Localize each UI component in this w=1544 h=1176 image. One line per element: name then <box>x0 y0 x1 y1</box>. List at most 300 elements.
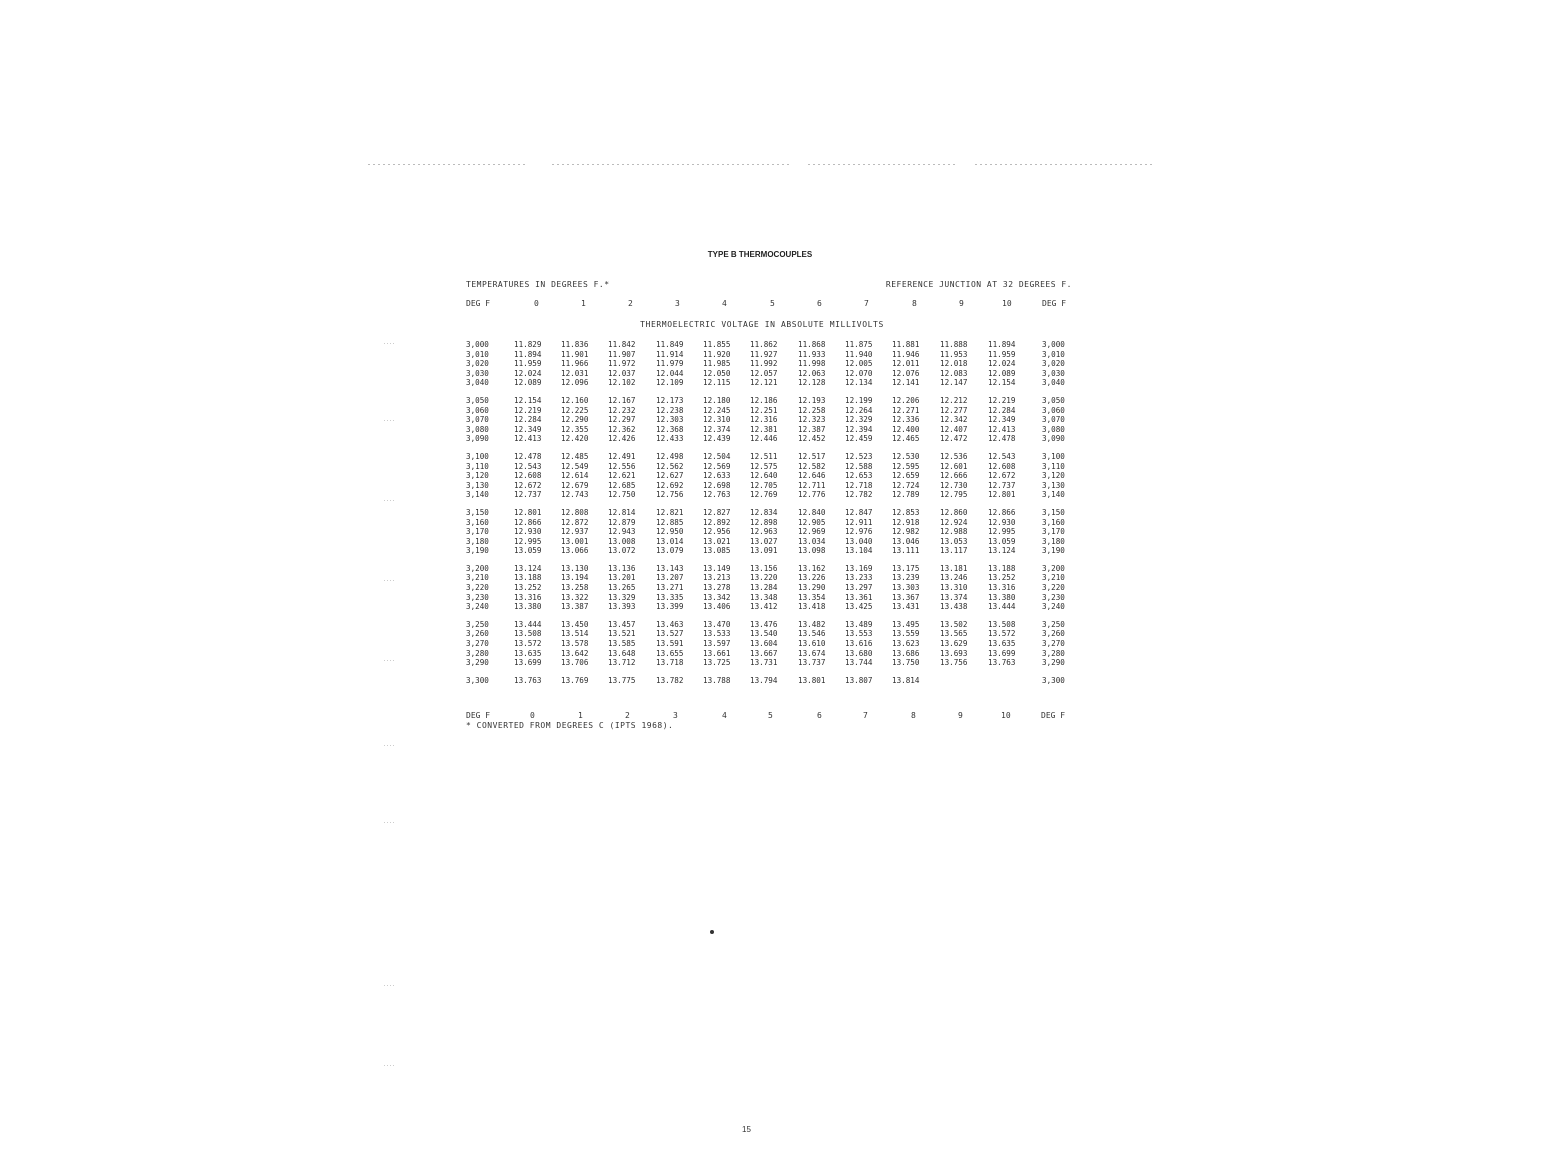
temperature-cell-right: 3,070 <box>1042 415 1065 425</box>
voltage-cell: 12.924 <box>940 517 968 527</box>
voltage-cell: 13.117 <box>940 546 968 556</box>
footnote: * CONVERTED FROM DEGREES C (IPTS 1968). <box>466 721 674 730</box>
voltage-cell: 13.801 <box>798 675 826 685</box>
table-row <box>466 378 1076 388</box>
voltage-cell: 12.892 <box>703 517 731 527</box>
voltage-cell: 12.562 <box>656 461 684 471</box>
table-row <box>466 629 1076 639</box>
table-row <box>466 649 1076 659</box>
voltage-cell: 13.693 <box>940 648 968 658</box>
temperature-cell-right: 3,020 <box>1042 359 1065 369</box>
voltage-cell: 11.914 <box>656 349 684 359</box>
voltage-cell: 13.712 <box>608 658 636 668</box>
voltage-cell: 13.271 <box>656 583 684 593</box>
voltage-cell: 12.517 <box>798 451 826 461</box>
voltage-cell: 12.446 <box>750 434 778 444</box>
voltage-cell: 12.413 <box>514 434 542 444</box>
voltage-cell: 12.303 <box>656 415 684 425</box>
col-header: 7 <box>864 299 869 308</box>
voltage-cell: 12.245 <box>703 405 731 415</box>
voltage-cell: 12.763 <box>703 490 731 500</box>
voltage-cell: 12.743 <box>561 490 589 500</box>
voltage-cell: 13.124 <box>988 546 1016 556</box>
table-row-group <box>466 340 1076 388</box>
temperature-cell-right: 3,250 <box>1042 619 1065 629</box>
temperature-cell-left: 3,300 <box>466 675 489 685</box>
voltage-cell: 12.089 <box>514 378 542 388</box>
page-title: TYPE B THERMOCOUPLES <box>707 250 813 259</box>
voltage-cell: 13.046 <box>892 536 920 546</box>
voltage-cell: 12.698 <box>703 480 731 490</box>
temperature-cell-left: 3,020 <box>466 359 489 369</box>
temperature-cell-right: 3,270 <box>1042 639 1065 649</box>
voltage-cell: 12.595 <box>892 461 920 471</box>
temperature-cell-left: 3,180 <box>466 536 489 546</box>
voltage-cell: 13.572 <box>988 629 1016 639</box>
voltage-cell: 12.147 <box>940 378 968 388</box>
voltage-cell: 13.034 <box>798 536 826 546</box>
voltage-cell: 13.438 <box>940 602 968 612</box>
voltage-cell: 12.368 <box>656 424 684 434</box>
voltage-cell: 13.648 <box>608 648 636 658</box>
voltage-cell: 13.578 <box>561 639 589 649</box>
voltage-cell: 12.011 <box>892 359 920 369</box>
voltage-cell: 13.085 <box>703 546 731 556</box>
voltage-cell: 12.898 <box>750 517 778 527</box>
voltage-cell: 13.597 <box>703 639 731 649</box>
margin-speck <box>384 745 396 746</box>
temperature-cell-left: 3,140 <box>466 490 489 500</box>
voltage-cell: 12.342 <box>940 415 968 425</box>
voltage-cell: 12.556 <box>608 461 636 471</box>
voltage-cell: 13.610 <box>798 639 826 649</box>
table-row <box>466 508 1076 518</box>
temperature-cell-right: 3,000 <box>1042 340 1065 349</box>
voltage-cell: 12.374 <box>703 424 731 434</box>
temperature-cell-right: 3,030 <box>1042 368 1065 378</box>
voltage-cell: 12.232 <box>608 405 636 415</box>
table-row <box>466 593 1076 603</box>
margin-speck <box>384 420 396 421</box>
voltage-cell: 12.160 <box>561 395 589 405</box>
voltage-cell: 13.502 <box>940 619 968 629</box>
voltage-cell: 13.763 <box>988 658 1016 668</box>
voltage-cell: 13.706 <box>561 658 589 668</box>
voltage-cell: 13.027 <box>750 536 778 546</box>
col-header: 3 <box>675 299 680 308</box>
voltage-cell: 13.418 <box>798 602 826 612</box>
voltage-cell: 13.149 <box>703 563 731 573</box>
col-header: 9 <box>959 299 964 308</box>
temperature-cell-right: 3,010 <box>1042 349 1065 359</box>
temperature-cell-left: 3,000 <box>466 340 489 349</box>
voltage-cell: 12.679 <box>561 480 589 490</box>
temperature-cell-left: 3,210 <box>466 573 489 583</box>
voltage-cell: 13.686 <box>892 648 920 658</box>
voltage-cell: 12.930 <box>514 527 542 537</box>
voltage-cell: 12.969 <box>798 527 826 537</box>
voltage-cell: 12.219 <box>988 395 1016 405</box>
temperature-cell-right: 3,300 <box>1042 675 1065 685</box>
table-row <box>466 546 1076 556</box>
voltage-cell: 12.621 <box>608 471 636 481</box>
voltage-cell: 12.730 <box>940 480 968 490</box>
voltage-cell: 12.801 <box>514 507 542 517</box>
voltage-cell: 13.756 <box>940 658 968 668</box>
voltage-cell: 12.173 <box>656 395 684 405</box>
voltage-cell: 11.875 <box>845 340 873 349</box>
voltage-cell: 12.840 <box>798 507 826 517</box>
voltage-cell: 12.076 <box>892 368 920 378</box>
col-label-left: DEG F <box>466 299 491 308</box>
voltage-cell: 13.021 <box>703 536 731 546</box>
col-header: 2 <box>628 299 633 308</box>
col-header: 0 <box>530 711 535 720</box>
temperature-cell-right: 3,230 <box>1042 592 1065 602</box>
margin-speck <box>384 660 396 661</box>
voltage-cell: 13.393 <box>608 602 636 612</box>
voltage-cell: 13.130 <box>561 563 589 573</box>
temperature-cell-left: 3,010 <box>466 349 489 359</box>
voltage-cell: 13.725 <box>703 658 731 668</box>
table-row <box>466 359 1076 369</box>
voltage-cell: 12.024 <box>514 368 542 378</box>
voltage-cell: 12.154 <box>514 395 542 405</box>
voltage-cell: 12.199 <box>845 395 873 405</box>
voltage-cell: 13.763 <box>514 675 542 685</box>
scan-artifact-line <box>368 164 528 165</box>
margin-speck <box>384 343 396 344</box>
voltage-cell: 13.342 <box>703 592 731 602</box>
voltage-cell: 12.121 <box>750 378 778 388</box>
voltage-cell: 13.489 <box>845 619 873 629</box>
voltage-cell: 12.212 <box>940 395 968 405</box>
voltage-cell: 13.527 <box>656 629 684 639</box>
voltage-cell: 12.485 <box>561 451 589 461</box>
voltage-cell: 11.933 <box>798 349 826 359</box>
voltage-cell: 12.943 <box>608 527 636 537</box>
voltage-cell: 12.498 <box>656 451 684 461</box>
voltage-cell: 13.699 <box>988 648 1016 658</box>
voltage-cell: 12.672 <box>514 480 542 490</box>
voltage-cell: 11.959 <box>988 349 1016 359</box>
voltage-cell: 12.549 <box>561 461 589 471</box>
table-row <box>466 425 1076 435</box>
temperature-cell-left: 3,090 <box>466 434 489 444</box>
voltage-cell: 12.782 <box>845 490 873 500</box>
voltage-cell: 12.277 <box>940 405 968 415</box>
voltage-cell: 13.124 <box>514 563 542 573</box>
col-header: 8 <box>912 299 917 308</box>
voltage-cell: 12.037 <box>608 368 636 378</box>
table-row <box>466 369 1076 379</box>
col-header: 2 <box>625 711 630 720</box>
voltage-cell: 12.795 <box>940 490 968 500</box>
voltage-cell: 13.143 <box>656 563 684 573</box>
temperature-cell-right: 3,110 <box>1042 461 1065 471</box>
table-row-group <box>466 676 1076 686</box>
voltage-cell: 12.756 <box>656 490 684 500</box>
col-header: 9 <box>958 711 963 720</box>
voltage-cell: 13.284 <box>750 583 778 593</box>
voltage-cell: 12.420 <box>561 434 589 444</box>
voltage-cell: 13.635 <box>514 648 542 658</box>
voltage-cell: 13.737 <box>798 658 826 668</box>
temperature-cell-left: 3,290 <box>466 658 489 668</box>
voltage-cell: 12.478 <box>514 451 542 461</box>
voltage-cell: 13.367 <box>892 592 920 602</box>
temperature-cell-right: 3,080 <box>1042 424 1065 434</box>
table-row <box>466 406 1076 416</box>
voltage-cell: 12.109 <box>656 378 684 388</box>
table-row-group <box>466 452 1076 500</box>
voltage-cell: 11.901 <box>561 349 589 359</box>
voltage-cell: 13.559 <box>892 629 920 639</box>
table-row <box>466 434 1076 444</box>
voltage-cell: 13.814 <box>892 675 920 685</box>
voltage-cell: 12.044 <box>656 368 684 378</box>
voltage-cell: 13.329 <box>608 592 636 602</box>
voltage-cell: 11.979 <box>656 359 684 369</box>
temperature-cell-left: 3,220 <box>466 583 489 593</box>
table-row <box>466 527 1076 537</box>
temperature-cell-left: 3,240 <box>466 602 489 612</box>
voltage-cell: 13.361 <box>845 592 873 602</box>
voltage-cell: 13.201 <box>608 573 636 583</box>
voltage-cell: 12.653 <box>845 471 873 481</box>
voltage-cell: 11.940 <box>845 349 873 359</box>
voltage-cell: 13.540 <box>750 629 778 639</box>
voltage-cell: 11.842 <box>608 340 636 349</box>
voltage-cell: 12.478 <box>988 434 1016 444</box>
voltage-cell: 12.737 <box>514 490 542 500</box>
temperature-cell-right: 3,090 <box>1042 434 1065 444</box>
temperature-cell-left: 3,130 <box>466 480 489 490</box>
voltage-cell: 13.188 <box>988 563 1016 573</box>
voltage-cell: 12.601 <box>940 461 968 471</box>
table-row <box>466 340 1076 350</box>
voltage-cell: 12.491 <box>608 451 636 461</box>
voltage-cell: 12.083 <box>940 368 968 378</box>
voltage-cell: 12.718 <box>845 480 873 490</box>
voltage-cell: 13.194 <box>561 573 589 583</box>
voltage-cell: 13.233 <box>845 573 873 583</box>
table-row <box>466 518 1076 528</box>
voltage-cell: 12.426 <box>608 434 636 444</box>
voltage-cell: 12.685 <box>608 480 636 490</box>
voltage-cell: 13.136 <box>608 563 636 573</box>
voltage-cell: 13.585 <box>608 639 636 649</box>
voltage-cell: 12.284 <box>514 415 542 425</box>
voltage-cell: 11.907 <box>608 349 636 359</box>
voltage-cell: 13.604 <box>750 639 778 649</box>
voltage-cell: 13.175 <box>892 563 920 573</box>
voltage-cell: 13.553 <box>845 629 873 639</box>
voltage-cell: 12.847 <box>845 507 873 517</box>
voltage-cell: 12.316 <box>750 415 778 425</box>
voltage-cell: 13.450 <box>561 619 589 629</box>
voltage-cell: 11.868 <box>798 340 826 349</box>
voltage-cell: 13.335 <box>656 592 684 602</box>
voltage-cell: 12.523 <box>845 451 873 461</box>
voltage-cell: 12.050 <box>703 368 731 378</box>
margin-speck <box>384 822 396 823</box>
voltage-cell: 11.849 <box>656 340 684 349</box>
voltage-cell: 13.380 <box>514 602 542 612</box>
voltage-cell: 12.995 <box>514 536 542 546</box>
voltage-cell: 12.950 <box>656 527 684 537</box>
voltage-cell: 11.959 <box>514 359 542 369</box>
voltage-cell: 12.225 <box>561 405 589 415</box>
voltage-cell: 13.508 <box>514 629 542 639</box>
voltage-cell: 11.894 <box>988 340 1016 349</box>
voltage-cell: 13.591 <box>656 639 684 649</box>
voltage-cell: 11.862 <box>750 340 778 349</box>
voltage-cell: 12.329 <box>845 415 873 425</box>
voltage-cell: 12.031 <box>561 368 589 378</box>
temperature-cell-right: 3,190 <box>1042 546 1065 556</box>
voltage-cell: 13.387 <box>561 602 589 612</box>
voltage-cell: 13.399 <box>656 602 684 612</box>
col-label-right: DEG F <box>1041 711 1066 720</box>
table-row <box>466 537 1076 547</box>
voltage-cell: 12.102 <box>608 378 636 388</box>
col-header: 1 <box>581 299 586 308</box>
voltage-cell: 13.495 <box>892 619 920 629</box>
voltage-cell: 13.072 <box>608 546 636 556</box>
temperature-cell-left: 3,190 <box>466 546 489 556</box>
voltage-cell: 12.387 <box>798 424 826 434</box>
voltage-cell: 13.079 <box>656 546 684 556</box>
voltage-cell: 12.096 <box>561 378 589 388</box>
margin-speck <box>384 500 396 501</box>
voltage-cell: 13.406 <box>703 602 731 612</box>
voltage-cell: 12.394 <box>845 424 873 434</box>
voltage-cell: 11.972 <box>608 359 636 369</box>
voltage-cell: 12.400 <box>892 424 920 434</box>
temperature-cell-left: 3,050 <box>466 395 489 405</box>
voltage-cell: 12.323 <box>798 415 826 425</box>
voltage-cell: 12.872 <box>561 517 589 527</box>
temperature-cell-left: 3,100 <box>466 451 489 461</box>
voltage-cell: 12.362 <box>608 424 636 434</box>
voltage-cell: 12.355 <box>561 424 589 434</box>
voltage-cell: 12.264 <box>845 405 873 415</box>
page-number: 15 <box>742 1125 751 1134</box>
voltage-cell: 12.057 <box>750 368 778 378</box>
col-header: 10 <box>1002 299 1012 308</box>
voltage-cell: 12.336 <box>892 415 920 425</box>
table-row <box>466 676 1076 686</box>
voltage-cell: 13.239 <box>892 573 920 583</box>
voltage-cell: 13.278 <box>703 583 731 593</box>
temperature-cell-left: 3,120 <box>466 471 489 481</box>
voltage-cell: 12.853 <box>892 507 920 517</box>
voltage-cell: 12.737 <box>988 480 1016 490</box>
temperature-cell-right: 3,160 <box>1042 517 1065 527</box>
voltage-cell: 12.258 <box>798 405 826 415</box>
voltage-cell: 13.788 <box>703 675 731 685</box>
voltage-cell: 12.284 <box>988 405 1016 415</box>
voltage-cell: 13.104 <box>845 546 873 556</box>
voltage-cell: 12.724 <box>892 480 920 490</box>
voltage-cell: 13.769 <box>561 675 589 685</box>
voltage-cell: 12.582 <box>798 461 826 471</box>
voltage-cell: 12.018 <box>940 359 968 369</box>
voltage-cell: 13.546 <box>798 629 826 639</box>
voltage-cell: 12.536 <box>940 451 968 461</box>
voltage-cell: 11.855 <box>703 340 731 349</box>
voltage-cell: 13.053 <box>940 536 968 546</box>
voltage-cell: 12.608 <box>514 471 542 481</box>
voltage-cell: 13.623 <box>892 639 920 649</box>
voltage-cell: 13.731 <box>750 658 778 668</box>
table-row <box>466 658 1076 668</box>
voltage-cell: 13.207 <box>656 573 684 583</box>
voltage-cell: 13.629 <box>940 639 968 649</box>
voltage-cell: 13.040 <box>845 536 873 546</box>
voltage-cell: 12.988 <box>940 527 968 537</box>
voltage-cell: 11.927 <box>750 349 778 359</box>
voltage-cell: 12.186 <box>750 395 778 405</box>
voltage-cell: 12.005 <box>845 359 873 369</box>
voltage-cell: 13.661 <box>703 648 731 658</box>
table-row <box>466 415 1076 425</box>
voltage-cell: 12.349 <box>988 415 1016 425</box>
voltage-cell: 13.265 <box>608 583 636 593</box>
voltage-cell: 12.995 <box>988 527 1016 537</box>
voltage-cell: 12.504 <box>703 451 731 461</box>
col-header: 6 <box>817 711 822 720</box>
voltage-cell: 13.059 <box>514 546 542 556</box>
temperature-cell-right: 3,200 <box>1042 563 1065 573</box>
voltage-cell: 13.412 <box>750 602 778 612</box>
table-row <box>466 396 1076 406</box>
voltage-cell: 12.885 <box>656 517 684 527</box>
voltage-cell: 12.439 <box>703 434 731 444</box>
temperature-cell-right: 3,240 <box>1042 602 1065 612</box>
voltage-cell: 12.290 <box>561 415 589 425</box>
voltage-cell: 12.866 <box>514 517 542 527</box>
voltage-cell: 13.533 <box>703 629 731 639</box>
voltage-cell: 13.008 <box>608 536 636 546</box>
voltage-cell: 13.316 <box>988 583 1016 593</box>
voltage-cell: 13.667 <box>750 648 778 658</box>
col-header: 0 <box>534 299 539 308</box>
temperature-units-header: TEMPERATURES IN DEGREES F.* <box>466 280 610 289</box>
voltage-cell: 13.252 <box>988 573 1016 583</box>
voltage-cell: 13.521 <box>608 629 636 639</box>
margin-speck <box>384 1065 396 1066</box>
voltage-cell: 12.193 <box>798 395 826 405</box>
voltage-cell: 12.750 <box>608 490 636 500</box>
scan-artifact-line <box>552 164 792 165</box>
temperature-cell-right: 3,100 <box>1042 451 1065 461</box>
voltage-cell: 12.789 <box>892 490 920 500</box>
table-row <box>466 471 1076 481</box>
thermocouple-table <box>466 340 1076 693</box>
table-row-group <box>466 620 1076 668</box>
voltage-cell: 12.238 <box>656 405 684 415</box>
temperature-cell-left: 3,110 <box>466 461 489 471</box>
temperature-cell-right: 3,140 <box>1042 490 1065 500</box>
voltage-cell: 12.633 <box>703 471 731 481</box>
temperature-cell-right: 3,210 <box>1042 573 1065 583</box>
voltage-cell: 12.433 <box>656 434 684 444</box>
voltage-cell: 13.066 <box>561 546 589 556</box>
voltage-cell: 11.946 <box>892 349 920 359</box>
table-row-group <box>466 508 1076 556</box>
